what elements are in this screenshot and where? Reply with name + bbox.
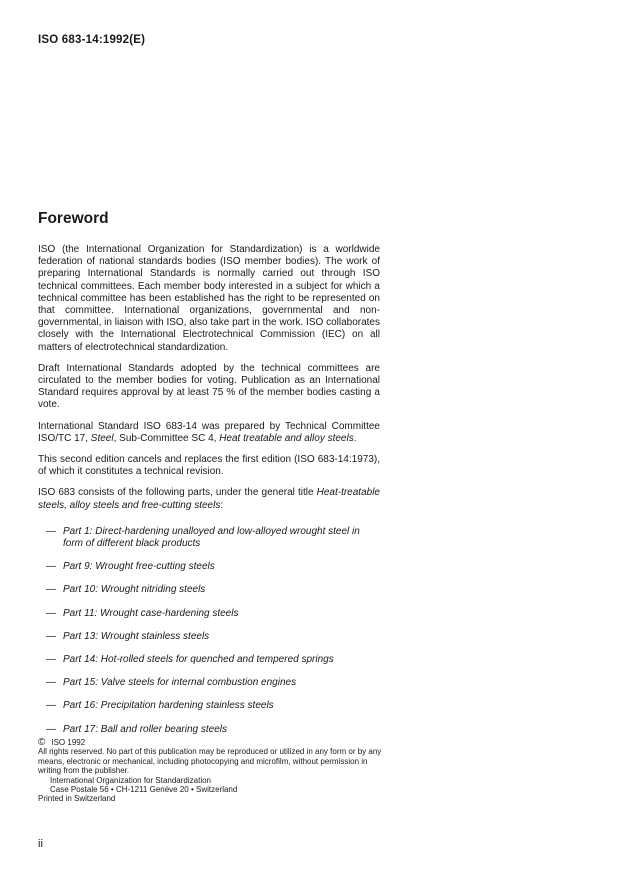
paragraph-parts-intro <box>38 487 380 511</box>
list-item <box>38 654 380 666</box>
preparation-end: . <box>353 432 357 444</box>
list-item <box>38 631 380 643</box>
parts-list <box>38 526 380 736</box>
copyright-icon: © <box>38 737 46 748</box>
list-dash: — <box>46 561 56 573</box>
parts-intro-text: ISO 683 consists of the following parts, under the general title <box>38 487 317 499</box>
preparation-text-2: , Sub-Committee SC 4, <box>113 432 220 444</box>
part-label: Part 11: Wrought case-hardening steels <box>63 607 239 619</box>
page-number: ii <box>38 838 43 850</box>
committee-name: Steel <box>90 432 114 444</box>
list-dash: — <box>46 700 56 712</box>
copyright-notice <box>38 738 388 804</box>
part-label: Part 16: Precipitation hardening stainless steels <box>63 700 274 712</box>
copyright-year: ISO 1992 <box>51 738 86 747</box>
subcommittee-name: Heat treatable and alloy steels <box>219 432 354 444</box>
part-label: Part 9: Wrought free-cutting steels <box>63 561 215 573</box>
list-dash: — <box>46 654 56 666</box>
rights-statement: All rights reserved. No part of this publication may be reproduced or utilized in any form or by any means, electronic or mechanical, including photocopying and microfilm, without permission in writing from the publisher. <box>38 747 382 776</box>
part-label: Part 1: Direct-hardening unalloyed and low-alloyed wrought steel in form of different black products <box>63 525 360 550</box>
list-dash: — <box>46 723 56 735</box>
list-dash: — <box>46 630 56 642</box>
printed-in: Printed in Switzerland <box>38 794 116 804</box>
list-item <box>38 526 380 550</box>
list-item <box>38 561 380 573</box>
foreword-heading: Foreword <box>38 210 109 227</box>
organization-address: Case Postale 56 • CH-1211 Genève 20 • Switzerland <box>50 785 238 795</box>
list-item <box>38 700 380 712</box>
list-dash: — <box>46 584 56 596</box>
part-label: Part 13: Wrought stainless steels <box>63 630 210 642</box>
part-label: Part 14: Hot-rolled steels for quenched and tempered springs <box>63 654 334 666</box>
list-item <box>38 724 380 736</box>
list-dash: — <box>46 607 56 619</box>
paragraph-iso-intro: ISO (the International Organization for Standardization) is a worldwide federation of national standards bodies (ISO member bodies). The work of preparing International Standards is normally carried out through ISO technical committees. Each member body interested in a subject for which a technical committee has been established has the right to be represented on that committee. International organizations, governmental and non-governmental, in liaison with ISO, also take part in the work. ISO collaborates closely with the International Electrotechnical Commission (IEC) on all matters of electrotechnical standardization. <box>38 244 380 353</box>
organization-name: International Organization for Standardization <box>50 775 211 785</box>
part-label: Part 10: Wrought nitriding steels <box>63 584 206 596</box>
preparation-text: International Standard ISO 683-14 was prepared by Technical Committee ISO/TC 17, <box>38 420 380 444</box>
list-dash: — <box>46 677 56 689</box>
general-title: Heat-treatable steels, alloy steels and free-cutting steels <box>38 487 380 511</box>
list-dash: — <box>46 525 56 537</box>
part-label: Part 15: Valve steels for internal combustion engines <box>63 677 297 689</box>
parts-intro-end: : <box>220 499 224 511</box>
foreword-body <box>38 244 380 747</box>
paragraph-preparation <box>38 421 380 445</box>
part-label: Part 17: Ball and roller bearing steels <box>63 723 227 735</box>
list-item <box>38 584 380 596</box>
document-id: ISO 683-14:1992(E) <box>38 34 146 46</box>
copyright-year-line <box>38 738 388 747</box>
list-item <box>38 608 380 620</box>
paragraph-voting: Draft International Standards adopted by the technical committees are circulated to the member bodies for voting. Publication as an International Standard requires approval by at least 75 % of the member bodies casting a vote. <box>38 362 380 411</box>
paragraph-edition: This second edition cancels and replaces the first edition (ISO 683-14:1973), of which it constitutes a technical revision. <box>38 454 380 478</box>
list-item <box>38 677 380 689</box>
